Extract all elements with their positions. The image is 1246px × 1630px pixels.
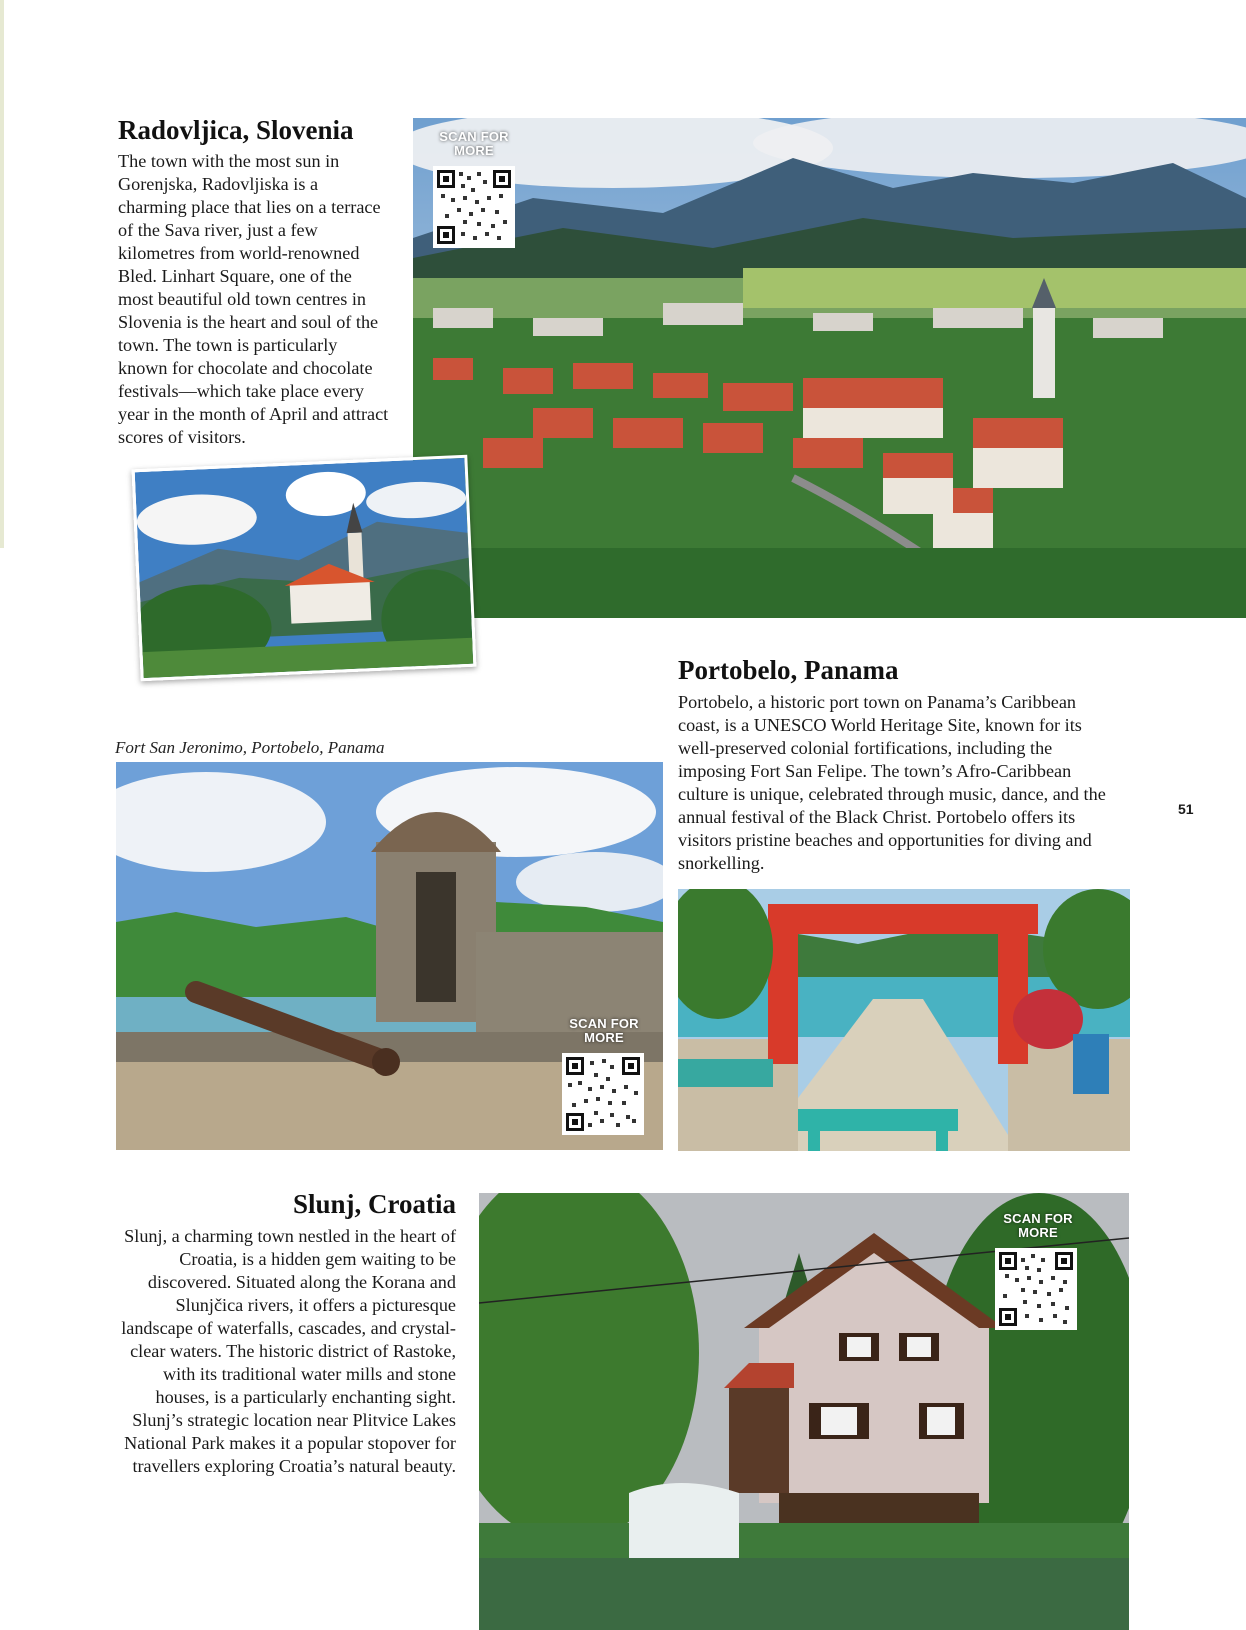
radovljica-body: The town with the most sun in Gorenjska, Radovljiska is a charming place that lies on a terrace of the Sava river, just a few kilometres from world-renowned Bled. Linhart Square, one of the most beautiful old town centres in Slovenia is the heart and soul of the town. The town is particularly known for chocolate and chocolate festivals—which take place every year in the month of April and attract scores of visitors. bbox=[118, 151, 389, 447]
fort-photo-caption: Fort San Jeronimo, Portobelo, Panama bbox=[115, 738, 385, 757]
qr-code-slunj[interactable] bbox=[995, 1248, 1077, 1330]
slunj-body: Slunj, a charming town nestled in the heart of Croatia, is a hidden gem waiting to be discovered. Situated along the Korana and Slunjčica rivers, it offers a picturesque landscape of waterfalls, cascades, and crystal-clear waters. The historic district of Rastoke, with its traditional water mills and stone houses, is a particularly enchanting sight. Slunj’s strategic location near Plitvice Lakes National Park makes it a popular stopover for travellers exploring Croatia’s natural beauty. bbox=[121, 1226, 456, 1476]
radovljica-aerial-photo bbox=[413, 118, 1246, 618]
portobelo-pier-photo bbox=[678, 889, 1130, 1151]
page-edge-strip bbox=[0, 0, 4, 548]
qr-code-portobelo[interactable] bbox=[562, 1053, 644, 1135]
page-number: 51 bbox=[1178, 801, 1194, 817]
qr-label-portobelo: SCAN FOR MORE bbox=[569, 1016, 639, 1045]
portobelo-title: Portobelo, Panama bbox=[678, 655, 899, 685]
church-mountain-photo bbox=[132, 455, 477, 681]
qr-label-slunj: SCAN FOR MORE bbox=[1003, 1211, 1073, 1240]
qr-label-radovljica: SCAN FOR MORE bbox=[439, 129, 509, 158]
portobelo-body: Portobelo, a historic port town on Panama’s Caribbean coast, is a UNESCO World Heritage Site, known for its well-preserved colonial fortifications, including the imposing Fort San Felipe. The town’s Afro-Caribbean culture is unique, celebrated through music, dance, and the annual festival of the Black Christ. Portobelo offers its visitors pristine beaches and opportunities for diving and snorkelling. bbox=[678, 692, 1106, 873]
qr-code-radovljica[interactable] bbox=[433, 166, 515, 248]
radovljica-title: Radovljica, Slovenia bbox=[118, 115, 354, 145]
slunj-title: Slunj, Croatia bbox=[292, 1189, 456, 1219]
